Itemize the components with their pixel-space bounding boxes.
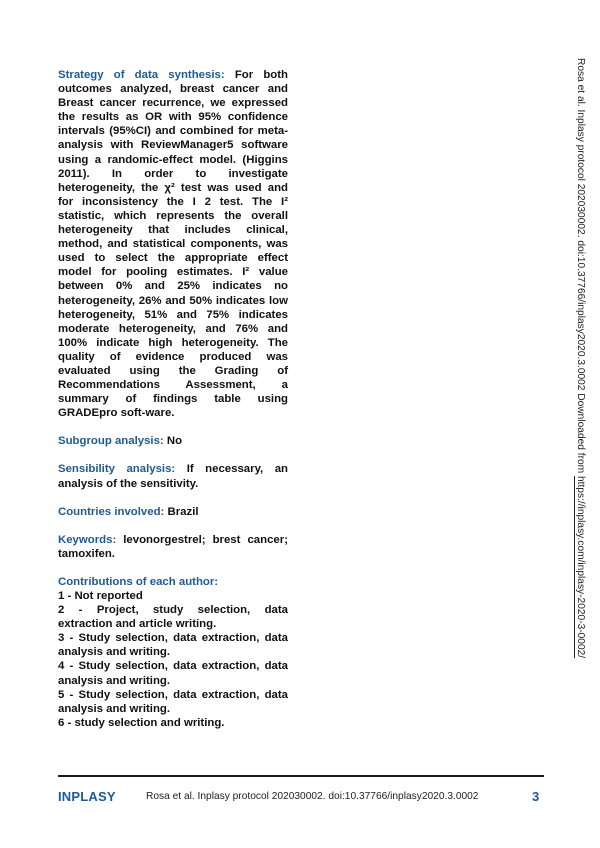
keywords-text: levonorgestrel; brest cancer; tamoxifen.	[58, 533, 288, 560]
sensibility-section	[58, 462, 288, 490]
page-number: 3	[532, 789, 540, 804]
footer-brand-logo: INPLASY	[58, 789, 116, 804]
keywords-section	[58, 533, 288, 561]
data-synthesis-section	[58, 68, 288, 420]
footer-citation: Rosa et al. Inplasy protocol 202030002. doi:10.37766/inplasy2020.3.0002	[146, 791, 479, 802]
footer-divider	[58, 775, 544, 777]
countries-section	[58, 505, 288, 519]
subgroup-heading: Subgroup analysis:	[58, 435, 164, 448]
countries-heading: Countries involved:	[58, 505, 165, 518]
download-sidebar	[572, 58, 588, 708]
contribution-item: 3 - Study selection, data extraction, data analysis and writing.	[58, 632, 288, 659]
contribution-item: 4 - Study selection, data extraction, data analysis and writing.	[58, 660, 288, 687]
subgroup-section	[58, 434, 288, 448]
contribution-item: 1 - Not reported	[58, 590, 143, 602]
subgroup-text: No	[166, 435, 183, 448]
sidebar-text: Rosa et al. Inplasy protocol 202030002. doi:10.37766/inplasy2020.3.0002 Downloaded from	[575, 58, 586, 476]
contribution-item: 2 - Project, study selection, data extraction and article writing.	[58, 604, 288, 631]
sensibility-text: If necessary, an analysis of the sensitivity.	[58, 463, 289, 490]
contribution-item: 5 - Study selection, data extraction, data analysis and writing.	[58, 688, 288, 715]
keywords-heading: Keywords:	[58, 533, 117, 546]
contribution-item: 6 - study selection and writing.	[58, 716, 225, 729]
data-synthesis-heading: Strategy of data synthesis:	[58, 69, 225, 81]
data-synthesis-text: For both outcomes analyzed, breast cancer and Breast cancer recurrence, we expressed the results as OR with 95% confidence intervals (95%CI) and combined for meta-analysis with ReviewManager5 software using a randomic-effect model. (Higgins 2011). In order to investigate heterogeneity, the χ² test was used and for inconsistency the I 2 test. The I² statistic, which represents the overall heterogeneity that includes clinical, method, and statistical components, was used to select the appropriate effect model for pooling estimates. I² value between 0% and 25% indicates no heterogeneity, 26% and 50% indicates low heterogeneity, 51% and 75% indicates moderate heterogeneity, and 76% and 100% indicate high heterogeneity. The quality of evidence produced was evaluated using the Grading of Recommendations Assessment, a summary of findings table using GRADEpro soft-ware.	[58, 69, 289, 420]
contributions-heading: Contributions of each author:	[58, 575, 219, 588]
contributions-section	[58, 575, 288, 730]
main-content	[58, 68, 288, 744]
sidebar-link[interactable]: https://inplasy.com/inplasy-2020-3-0002/	[575, 475, 586, 659]
countries-text: Brazil	[167, 505, 199, 518]
sensibility-heading: Sensibility analysis:	[58, 463, 176, 476]
